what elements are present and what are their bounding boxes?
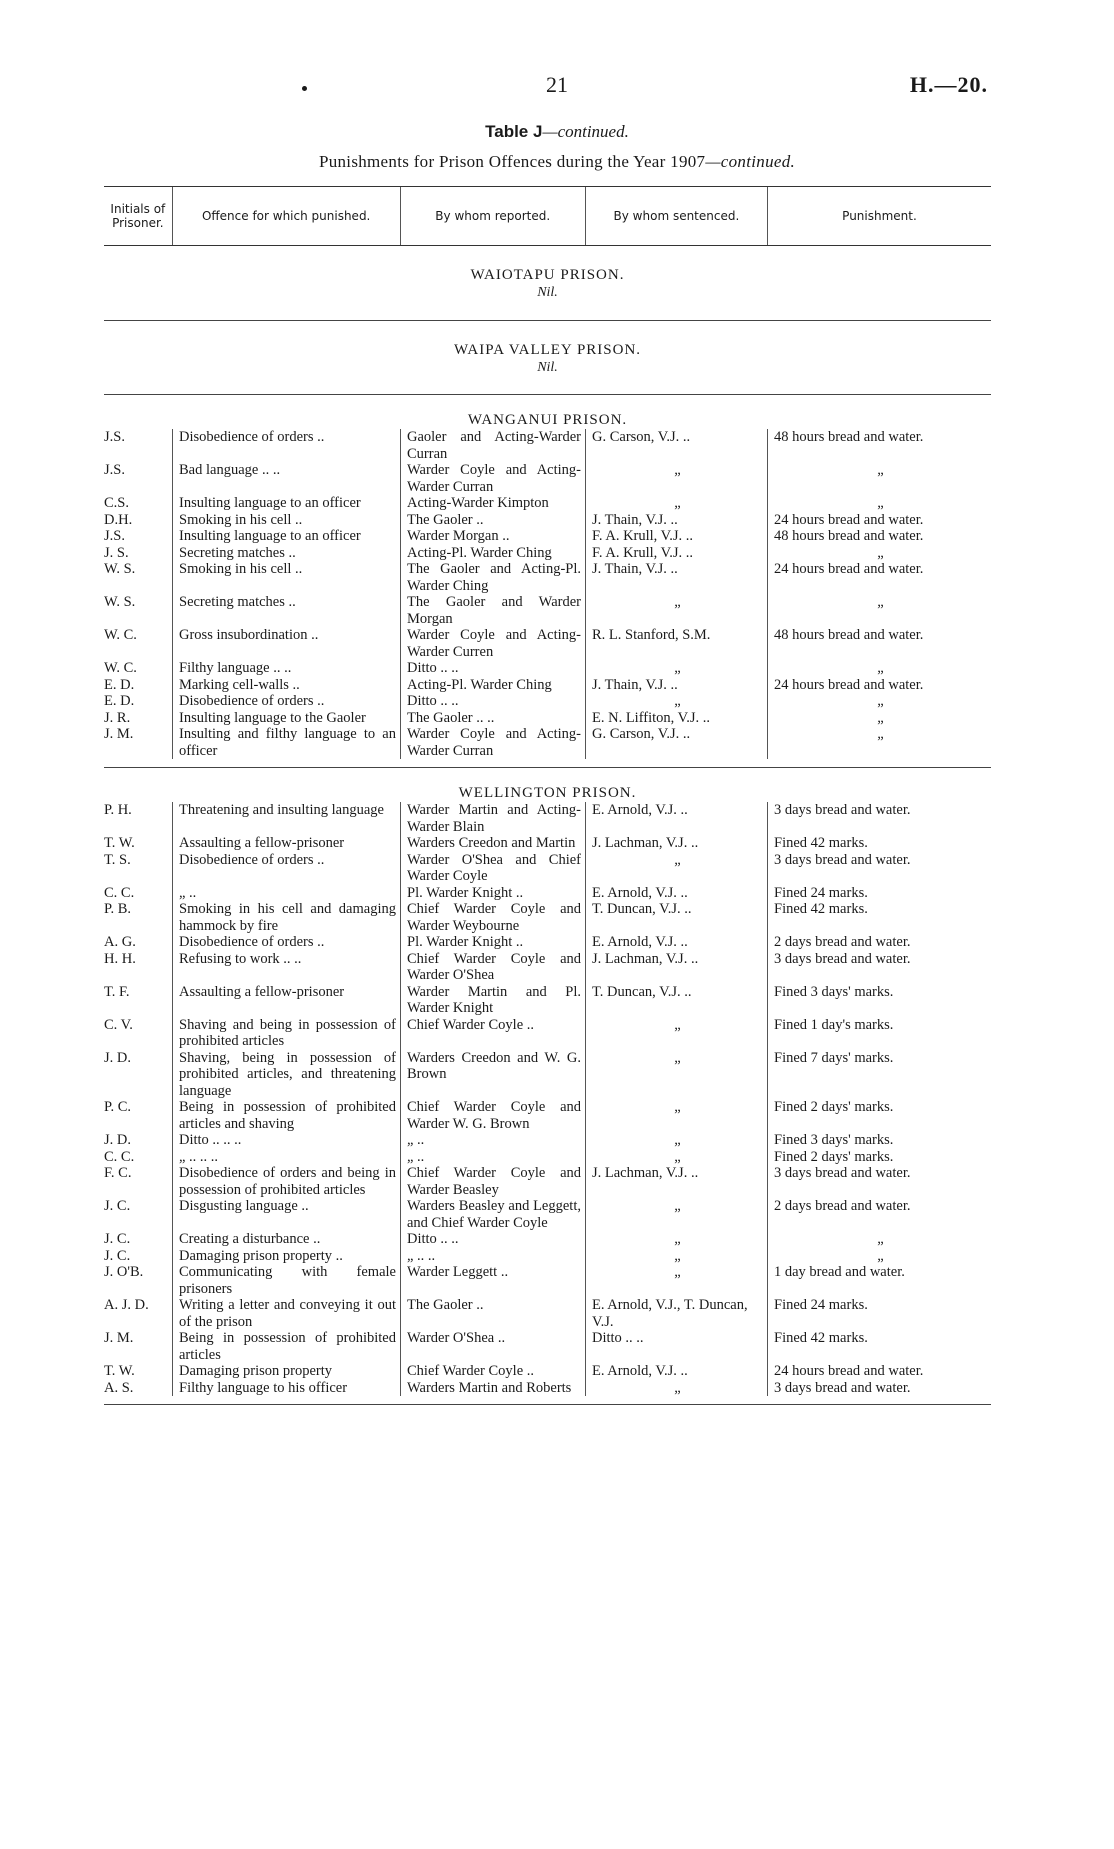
table-row xyxy=(104,1017,991,1050)
table-row xyxy=(104,726,991,759)
cell-initials: J. C. xyxy=(104,1198,131,1214)
cell-reported-by: The Gaoler .. .. xyxy=(400,710,585,727)
cell-offence: Secreting matches .. xyxy=(172,594,400,627)
section-title: WELLINGTON PRISON. xyxy=(458,785,637,801)
table-row xyxy=(104,462,991,495)
section-title: WAIOTAPU PRISON. xyxy=(470,267,625,283)
cell-initials: T. W. xyxy=(104,1363,135,1379)
cell-offence: Assaulting a fellow-prisoner xyxy=(172,835,400,852)
cell-offence: Shaving, being in possession of prohibited articles, and threatening language xyxy=(172,1050,400,1100)
cell-initials: C.S. xyxy=(104,495,129,511)
cell-initials: W. S. xyxy=(104,561,136,577)
subtitle-main: Punishments for Prison Offences during the Year 1907 xyxy=(318,152,706,171)
cell-sentenced-by: „ xyxy=(585,1380,767,1397)
cell-initials: C. V. xyxy=(104,1016,133,1033)
section-title: WANGANUI PRISON. xyxy=(467,412,628,428)
table-row xyxy=(104,710,991,727)
cell-sentenced-by: „ xyxy=(585,462,767,495)
table-row xyxy=(104,852,991,885)
table-continued: —continued. xyxy=(542,122,629,141)
cell-punishment: „ xyxy=(767,545,991,562)
cell-reported-by: Warder O'Shea and Chief Warder Coyle xyxy=(400,852,585,885)
cell-reported-by: Warder Martin and Pl. Warder Knight xyxy=(400,984,585,1017)
table-row xyxy=(104,1132,991,1149)
cell-initials: T. F. xyxy=(104,983,130,1000)
cell-offence: Smoking in his cell .. xyxy=(172,512,400,529)
table-row xyxy=(104,594,991,627)
cell-reported-by: Acting-Warder Kimpton xyxy=(400,495,585,512)
cell-initials: J. C. xyxy=(104,1231,131,1247)
cell-sentenced-by: E. N. Liffiton, V.J. .. xyxy=(585,710,767,727)
cell-punishment: 3 days bread and water. xyxy=(767,951,991,984)
cell-sentenced-by: „ xyxy=(585,1264,767,1297)
cell-reported-by: Warders Martin and Roberts xyxy=(400,1380,585,1397)
cell-reported-by: Pl. Warder Knight .. xyxy=(400,885,585,902)
cell-reported-by: Warder Coyle and Acting-Warder Curren xyxy=(400,627,585,660)
wanganui-rows xyxy=(104,429,991,767)
cell-reported-by: „ .. xyxy=(400,1132,585,1149)
cell-reported-by: Warder Martin and Acting-Warder Blain xyxy=(400,802,585,835)
cell-offence: Damaging prison property .. xyxy=(172,1248,400,1265)
cell-offence: „ .. xyxy=(172,885,400,902)
table-row xyxy=(104,951,991,984)
cell-initials: H. H. xyxy=(104,950,136,967)
col-initials: Initials of Prisoner. xyxy=(110,202,166,230)
page-reference: H.—20. xyxy=(909,72,988,97)
cell-initials: J. M. xyxy=(104,726,134,742)
cell-reported-by: Warder Coyle and Acting-Warder Curran xyxy=(400,726,585,759)
cell-sentenced-by: E. Arnold, V.J. .. xyxy=(585,934,767,951)
section-wanganui xyxy=(104,395,991,768)
cell-punishment: Fined 2 days' marks. xyxy=(767,1099,991,1132)
cell-initials: J. D. xyxy=(104,1132,131,1148)
cell-reported-by: Chief Warder Coyle .. xyxy=(400,1017,585,1050)
cell-sentenced-by: G. Carson, V.J. .. xyxy=(585,429,767,462)
cell-offence: Insulting language to an officer xyxy=(172,528,400,545)
cell-sentenced-by: „ xyxy=(585,1231,767,1248)
cell-reported-by: Chief Warder Coyle and Warder Weybourne xyxy=(400,901,585,934)
cell-offence: Disobedience of orders .. xyxy=(172,934,400,951)
cell-offence: Gross insubordination .. xyxy=(172,627,400,660)
cell-reported-by: „ .. xyxy=(400,1149,585,1166)
wellington-rows xyxy=(104,802,991,1404)
cell-punishment: „ xyxy=(767,594,991,627)
cell-sentenced-by: „ xyxy=(585,1198,767,1231)
section-nil: Nil. xyxy=(537,285,558,300)
cell-initials: J. M. xyxy=(104,1330,134,1346)
cell-offence: Disobedience of orders .. xyxy=(172,429,400,462)
cell-punishment: Fined 3 days' marks. xyxy=(767,1132,991,1149)
cell-punishment: Fined 3 days' marks. xyxy=(767,984,991,1017)
cell-sentenced-by: F. A. Krull, V.J. .. xyxy=(585,545,767,562)
cell-reported-by: Warder O'Shea .. xyxy=(400,1330,585,1363)
cell-initials: A. J. D. xyxy=(104,1297,149,1313)
section-nil: Nil. xyxy=(537,360,558,375)
cell-offence: Disgusting language .. xyxy=(172,1198,400,1231)
cell-offence: Disobedience of orders .. xyxy=(172,693,400,710)
table-row xyxy=(104,693,991,710)
cell-reported-by: Warder Morgan .. xyxy=(400,528,585,545)
table-row xyxy=(104,1363,991,1380)
cell-sentenced-by: J. Thain, V.J. .. xyxy=(585,512,767,529)
cell-sentenced-by: „ xyxy=(585,1132,767,1149)
table-row xyxy=(104,802,991,835)
cell-punishment: „ xyxy=(767,710,991,727)
table-row xyxy=(104,660,991,677)
cell-initials: W. S. xyxy=(104,594,136,610)
cell-offence: Insulting language to an officer xyxy=(172,495,400,512)
cell-reported-by: Warder Coyle and Acting-Warder Curran xyxy=(400,462,585,495)
cell-sentenced-by: „ xyxy=(585,1149,767,1166)
table-row xyxy=(104,1330,991,1363)
cell-punishment: Fined 24 marks. xyxy=(767,1297,991,1330)
cell-punishment: 24 hours bread and water. xyxy=(767,1363,991,1380)
cell-punishment: 3 days bread and water. xyxy=(767,1380,991,1397)
cell-initials: W. C. xyxy=(104,627,137,643)
cell-punishment: 2 days bread and water. xyxy=(767,934,991,951)
cell-sentenced-by: „ xyxy=(585,1248,767,1265)
table-row xyxy=(104,512,991,529)
cell-initials: T. S. xyxy=(104,851,131,868)
section-wellington xyxy=(104,768,991,1405)
cell-punishment: 1 day bread and water. xyxy=(767,1264,991,1297)
cell-reported-by: Chief Warder Coyle .. xyxy=(400,1363,585,1380)
cell-sentenced-by: J. Thain, V.J. .. xyxy=(585,561,767,594)
cell-punishment: 24 hours bread and water. xyxy=(767,677,991,694)
cell-sentenced-by: „ xyxy=(585,1050,767,1100)
table-row xyxy=(104,934,991,951)
cell-sentenced-by: J. Lachman, V.J. .. xyxy=(585,951,767,984)
cell-initials: J.S. xyxy=(104,429,125,445)
cell-reported-by: Pl. Warder Knight .. xyxy=(400,934,585,951)
table-row xyxy=(104,429,991,462)
cell-offence: Bad language .. .. xyxy=(172,462,400,495)
table-header xyxy=(104,186,991,246)
cell-punishment: „ xyxy=(767,462,991,495)
cell-offence: „ .. .. .. xyxy=(172,1149,400,1166)
table-row xyxy=(104,885,991,902)
cell-sentenced-by: J. Thain, V.J. .. xyxy=(585,677,767,694)
cell-reported-by: Chief Warder Coyle and Warder Beasley xyxy=(400,1165,585,1198)
cell-sentenced-by: „ xyxy=(585,495,767,512)
cell-sentenced-by: G. Carson, V.J. .. xyxy=(585,726,767,759)
cell-initials: T. W. xyxy=(104,835,135,851)
col-offence: Offence for which punished. xyxy=(172,187,400,245)
cell-reported-by: Acting-Pl. Warder Ching xyxy=(400,545,585,562)
cell-sentenced-by: „ xyxy=(585,852,767,885)
cell-sentenced-by: „ xyxy=(585,693,767,710)
cell-reported-by: Warders Beasley and Leggett, and Chief Warder Coyle xyxy=(400,1198,585,1231)
cell-initials: J.S. xyxy=(104,528,125,544)
cell-punishment: 24 hours bread and water. xyxy=(767,561,991,594)
cell-reported-by: Chief Warder Coyle and Warder O'Shea xyxy=(400,951,585,984)
cell-initials: J. C. xyxy=(104,1247,131,1264)
cell-initials: C. C. xyxy=(104,1148,135,1165)
cell-punishment: Fined 42 marks. xyxy=(767,1330,991,1363)
cell-punishment: „ xyxy=(767,1248,991,1265)
cell-punishment: Fined 42 marks. xyxy=(767,835,991,852)
section-waipa-valley xyxy=(104,321,991,395)
table-row xyxy=(104,1231,991,1248)
cell-offence: Filthy language .. .. xyxy=(172,660,400,677)
cell-sentenced-by: E. Arnold, V.J. .. xyxy=(585,1363,767,1380)
cell-punishment: 48 hours bread and water. xyxy=(767,429,991,462)
cell-initials: P. C. xyxy=(104,1099,132,1115)
cell-offence: Damaging prison property xyxy=(172,1363,400,1380)
cell-punishment: 24 hours bread and water. xyxy=(767,512,991,529)
cell-punishment: 3 days bread and water. xyxy=(767,802,991,835)
cell-offence: Writing a letter and conveying it out of the prison xyxy=(172,1297,400,1330)
cell-sentenced-by: T. Duncan, V.J. .. xyxy=(585,901,767,934)
page-number: 21 xyxy=(546,72,568,97)
cell-reported-by: Warder Leggett .. xyxy=(400,1264,585,1297)
table-row xyxy=(104,1099,991,1132)
cell-reported-by: Gaoler and Acting-Warder Curran xyxy=(400,429,585,462)
cell-initials: J. S. xyxy=(104,544,129,561)
cell-offence: Creating a disturbance .. xyxy=(172,1231,400,1248)
cell-reported-by: Chief Warder Coyle and Warder W. G. Brown xyxy=(400,1099,585,1132)
table-row xyxy=(104,901,991,934)
table-row xyxy=(104,1248,991,1265)
cell-initials: A. S. xyxy=(104,1379,134,1396)
cell-sentenced-by: J. Lachman, V.J. .. xyxy=(585,1165,767,1198)
cell-punishment: Fined 24 marks. xyxy=(767,885,991,902)
cell-offence: Refusing to work .. .. xyxy=(172,951,400,984)
table-row xyxy=(104,1165,991,1198)
table-row xyxy=(104,984,991,1017)
cell-reported-by: Warders Creedon and Martin xyxy=(400,835,585,852)
cell-sentenced-by: J. Lachman, V.J. .. xyxy=(585,835,767,852)
cell-initials: E. D. xyxy=(104,676,135,693)
cell-offence: Insulting and filthy language to an officer xyxy=(172,726,400,759)
table-subtitle xyxy=(0,152,1114,172)
cell-offence: Disobedience of orders and being in possession of prohibited articles xyxy=(172,1165,400,1198)
section-waiotapu xyxy=(104,246,991,321)
cell-punishment: 48 hours bread and water. xyxy=(767,528,991,545)
cell-offence: Assaulting a fellow-prisoner xyxy=(172,984,400,1017)
table-row xyxy=(104,835,991,852)
cell-offence: Ditto .. .. .. xyxy=(172,1132,400,1149)
table-row xyxy=(104,1297,991,1330)
cell-initials: J.S. xyxy=(104,462,125,478)
cell-punishment: Fined 1 day's marks. xyxy=(767,1017,991,1050)
cell-punishment: „ xyxy=(767,726,991,759)
col-sentenced: By whom sentenced. xyxy=(585,187,767,245)
cell-reported-by: Warders Creedon and W. G. Brown xyxy=(400,1050,585,1100)
cell-reported-by: „ .. .. xyxy=(400,1248,585,1265)
cell-punishment: 2 days bread and water. xyxy=(767,1198,991,1231)
cell-offence: Secreting matches .. xyxy=(172,545,400,562)
cell-initials: F. C. xyxy=(104,1165,132,1181)
table-row xyxy=(104,495,991,512)
cell-punishment: 48 hours bread and water. xyxy=(767,627,991,660)
cell-initials: A. G. xyxy=(104,934,136,950)
cell-punishment: 3 days bread and water. xyxy=(767,1165,991,1198)
cell-punishment: „ xyxy=(767,1231,991,1248)
table-row xyxy=(104,528,991,545)
cell-initials: D.H. xyxy=(104,511,133,528)
cell-offence: Smoking in his cell .. xyxy=(172,561,400,594)
cell-reported-by: Acting-Pl. Warder Ching xyxy=(400,677,585,694)
cell-initials: W. C. xyxy=(104,660,137,676)
cell-offence: Smoking in his cell and damaging hammock by fire xyxy=(172,901,400,934)
subtitle-continued: —continued. xyxy=(705,152,796,171)
table-row xyxy=(104,1050,991,1100)
cell-sentenced-by: E. Arnold, V.J. .. xyxy=(585,885,767,902)
cell-sentenced-by: Ditto .. .. xyxy=(585,1330,767,1363)
table-row xyxy=(104,627,991,660)
table-row xyxy=(104,1149,991,1166)
cell-reported-by: The Gaoler and Warder Morgan xyxy=(400,594,585,627)
cell-sentenced-by: E. Arnold, V.J., T. Duncan, V.J. xyxy=(585,1297,767,1330)
cell-sentenced-by: „ xyxy=(585,1017,767,1050)
table-label: Table J xyxy=(485,122,543,141)
cell-punishment: Fined 42 marks. xyxy=(767,901,991,934)
cell-initials: J. O'B. xyxy=(104,1264,144,1280)
cell-sentenced-by: E. Arnold, V.J. .. xyxy=(585,802,767,835)
cell-sentenced-by: „ xyxy=(585,1099,767,1132)
table-row xyxy=(104,545,991,562)
cell-punishment: Fined 2 days' marks. xyxy=(767,1149,991,1166)
cell-reported-by: Ditto .. .. xyxy=(400,693,585,710)
cell-sentenced-by: F. A. Krull, V.J. .. xyxy=(585,528,767,545)
section-title: WAIPA VALLEY PRISON. xyxy=(453,342,642,358)
cell-reported-by: The Gaoler and Acting-Pl. Warder Ching xyxy=(400,561,585,594)
punishments-table xyxy=(104,186,991,1405)
cell-offence: Being in possession of prohibited articles and shaving xyxy=(172,1099,400,1132)
cell-offence: Communicating with female prisoners xyxy=(172,1264,400,1297)
cell-punishment: Fined 7 days' marks. xyxy=(767,1050,991,1100)
table-row xyxy=(104,1264,991,1297)
cell-initials: P. H. xyxy=(104,802,132,818)
table-row xyxy=(104,1380,991,1397)
cell-initials: E. D. xyxy=(104,693,135,709)
cell-offence: Shaving and being in possession of prohibited articles xyxy=(172,1017,400,1050)
col-punishment: Punishment. xyxy=(767,187,991,245)
cell-sentenced-by: R. L. Stanford, S.M. xyxy=(585,627,767,660)
cell-initials: P. B. xyxy=(104,901,132,917)
cell-sentenced-by: „ xyxy=(585,594,767,627)
cell-punishment: „ xyxy=(767,660,991,677)
cell-sentenced-by: „ xyxy=(585,660,767,677)
cell-sentenced-by: T. Duncan, V.J. .. xyxy=(585,984,767,1017)
cell-reported-by: The Gaoler .. xyxy=(400,1297,585,1330)
table-title xyxy=(0,122,1114,142)
cell-punishment: „ xyxy=(767,693,991,710)
table-row xyxy=(104,561,991,594)
cell-punishment: 3 days bread and water. xyxy=(767,852,991,885)
cell-initials: C. C. xyxy=(104,884,135,901)
cell-reported-by: Ditto .. .. xyxy=(400,660,585,677)
cell-reported-by: Ditto .. .. xyxy=(400,1231,585,1248)
cell-offence: Marking cell-walls .. xyxy=(172,677,400,694)
cell-offence: Filthy language to his officer xyxy=(172,1380,400,1397)
cell-reported-by: The Gaoler .. xyxy=(400,512,585,529)
cell-offence: Being in possession of prohibited articles xyxy=(172,1330,400,1363)
table-row xyxy=(104,1198,991,1231)
cell-initials: J. R. xyxy=(104,709,131,726)
col-reported: By whom reported. xyxy=(400,187,585,245)
cell-punishment: „ xyxy=(767,495,991,512)
cell-offence: Insulting language to the Gaoler xyxy=(172,710,400,727)
cell-offence: Disobedience of orders .. xyxy=(172,852,400,885)
cell-offence: Threatening and insulting language xyxy=(172,802,400,835)
table-row xyxy=(104,677,991,694)
cell-initials: J. D. xyxy=(104,1049,131,1066)
